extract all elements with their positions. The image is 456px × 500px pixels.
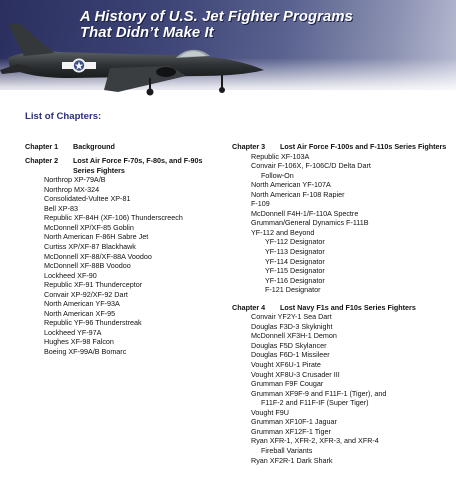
chapter-body <box>73 142 225 152</box>
list-item: North American YF-107A <box>251 180 331 190</box>
list-item: Northrop XP-79A/B <box>44 175 106 185</box>
chapter-number: Chapter 1 <box>25 142 59 151</box>
title-line-1: A History of U.S. Jet Fighter Programs <box>80 9 353 25</box>
list-item: Republic YF-96 Thunderstreak <box>44 318 142 328</box>
list-item: North American F-108 Rapier <box>251 189 345 199</box>
list-item: Grumman F9F Cougar <box>251 379 324 389</box>
list-item: Convair YF2Y-1 Sea Dart <box>251 312 332 322</box>
list-item: North American XF-95 <box>44 308 116 318</box>
chapter-entry <box>25 142 225 152</box>
list-item: Boeing XF-99A/B Bomarc <box>44 346 127 356</box>
list-item: Follow-On <box>261 170 294 180</box>
chapter-body <box>73 156 225 175</box>
list-item: YF-115 Designator <box>265 266 325 276</box>
list-item: Grumman/General Dynamics F-111B <box>251 218 369 228</box>
list-item: Republic XF-103A <box>251 151 310 161</box>
list-item: Northrop MX-324 <box>44 184 100 194</box>
page-header <box>0 0 456 100</box>
chapters-right-column <box>232 142 447 473</box>
list-item: Hughes XF-98 Falcon <box>44 337 114 347</box>
chapter-entry <box>232 142 447 152</box>
list-item: YF-112 and Beyond <box>251 227 315 237</box>
list-item: Consolidated-Vultee XP-81 <box>44 194 131 204</box>
chapters-left-column <box>25 142 225 365</box>
list-item: Douglas F6D-1 Missileer <box>251 350 330 360</box>
list-item: YF-112 Designator <box>265 237 325 247</box>
list-item: Bell XP-83 <box>44 203 78 213</box>
list-item: Grumman XF9F-9 and F11F-1 (Tiger), and <box>251 388 387 398</box>
list-item: Ryan XF2R-1 Dark Shark <box>251 455 333 465</box>
chapter-number: Chapter 3 <box>232 142 266 151</box>
list-of-chapters-heading: List of Chapters: <box>25 111 102 122</box>
chapter-title: Lost Air Force F-100s and F-110s Series Fighters <box>280 142 447 151</box>
list-item: YF-113 Designator <box>265 247 325 257</box>
list-item: Convair XP-92/XF-92 Dart <box>44 289 128 299</box>
chapter-title: Lost Air Force F-70s, F-80s, and F-90s Series Fighters <box>73 156 203 175</box>
title-line-2: That Didn’t Make It <box>80 25 214 41</box>
list-item: Vought XF6U-1 Pirate <box>251 360 321 370</box>
chapter-contents-list <box>25 175 225 356</box>
list-item: McDonnell XF-88/XF-88A Voodoo <box>44 251 152 261</box>
chapter-entry <box>25 156 225 175</box>
chapter-body <box>280 303 447 313</box>
list-item: Grumman XF10F-1 Jaguar <box>251 417 337 427</box>
list-item: F-109 <box>251 199 270 209</box>
list-item: YF-116 Designator <box>265 275 325 285</box>
list-item: Vought XF8U-3 Crusader III <box>251 369 340 379</box>
list-item: Lockheed YF-97A <box>44 327 102 337</box>
list-item: McDonnell F4H-1/F-110A Spectre <box>251 208 359 218</box>
chapter-contents-list <box>232 152 447 295</box>
chapter-entry <box>232 303 447 313</box>
list-item: Republic XF-91 Thunderceptor <box>44 280 143 290</box>
list-item: F11F-2 and F11F-IF (Super Tiger) <box>261 398 369 408</box>
chapter-body <box>280 142 447 152</box>
list-item: Vought F9U <box>251 407 289 417</box>
chapter-number: Chapter 4 <box>232 302 266 312</box>
chapter-title: Background <box>73 142 115 151</box>
page-title <box>80 9 353 41</box>
list-item: Fireball Variants <box>261 445 313 455</box>
chapter-number: Chapter 2 <box>25 156 59 166</box>
list-item: Curtiss XP/XF-87 Blackhawk <box>44 241 136 251</box>
chapter-title: Lost Navy F1s and F10s Series Fighters <box>280 302 416 312</box>
list-item: Douglas F3D-3 Skyknight <box>251 321 333 331</box>
chapter-contents-list <box>232 312 447 465</box>
list-item: Lockheed XF-90 <box>44 270 97 280</box>
list-item: McDonnell XF3H-1 Demon <box>251 331 337 341</box>
list-item: McDonnell XP/XF-85 Goblin <box>44 222 134 232</box>
list-item: North American F-86H Sabre Jet <box>44 232 149 242</box>
list-item: F-121 Designator <box>265 285 321 295</box>
list-item: Republic XF-84H (XF-106) Thunderscreech <box>44 213 183 223</box>
list-item: Ryan XFR-1, XFR-2, XFR-3, and XFR-4 <box>251 436 379 446</box>
list-item: Grumman XF12F-1 Tiger <box>251 426 331 436</box>
list-item: McDonnell XF-88B Voodoo <box>44 261 131 271</box>
list-item: North American YF-93A <box>44 299 120 309</box>
list-item: YF-114 Designator <box>265 256 325 266</box>
list-item: Douglas F5D Skylancer <box>251 340 327 350</box>
list-item: Convair F-106X, F-106C/D Delta Dart <box>251 161 371 171</box>
